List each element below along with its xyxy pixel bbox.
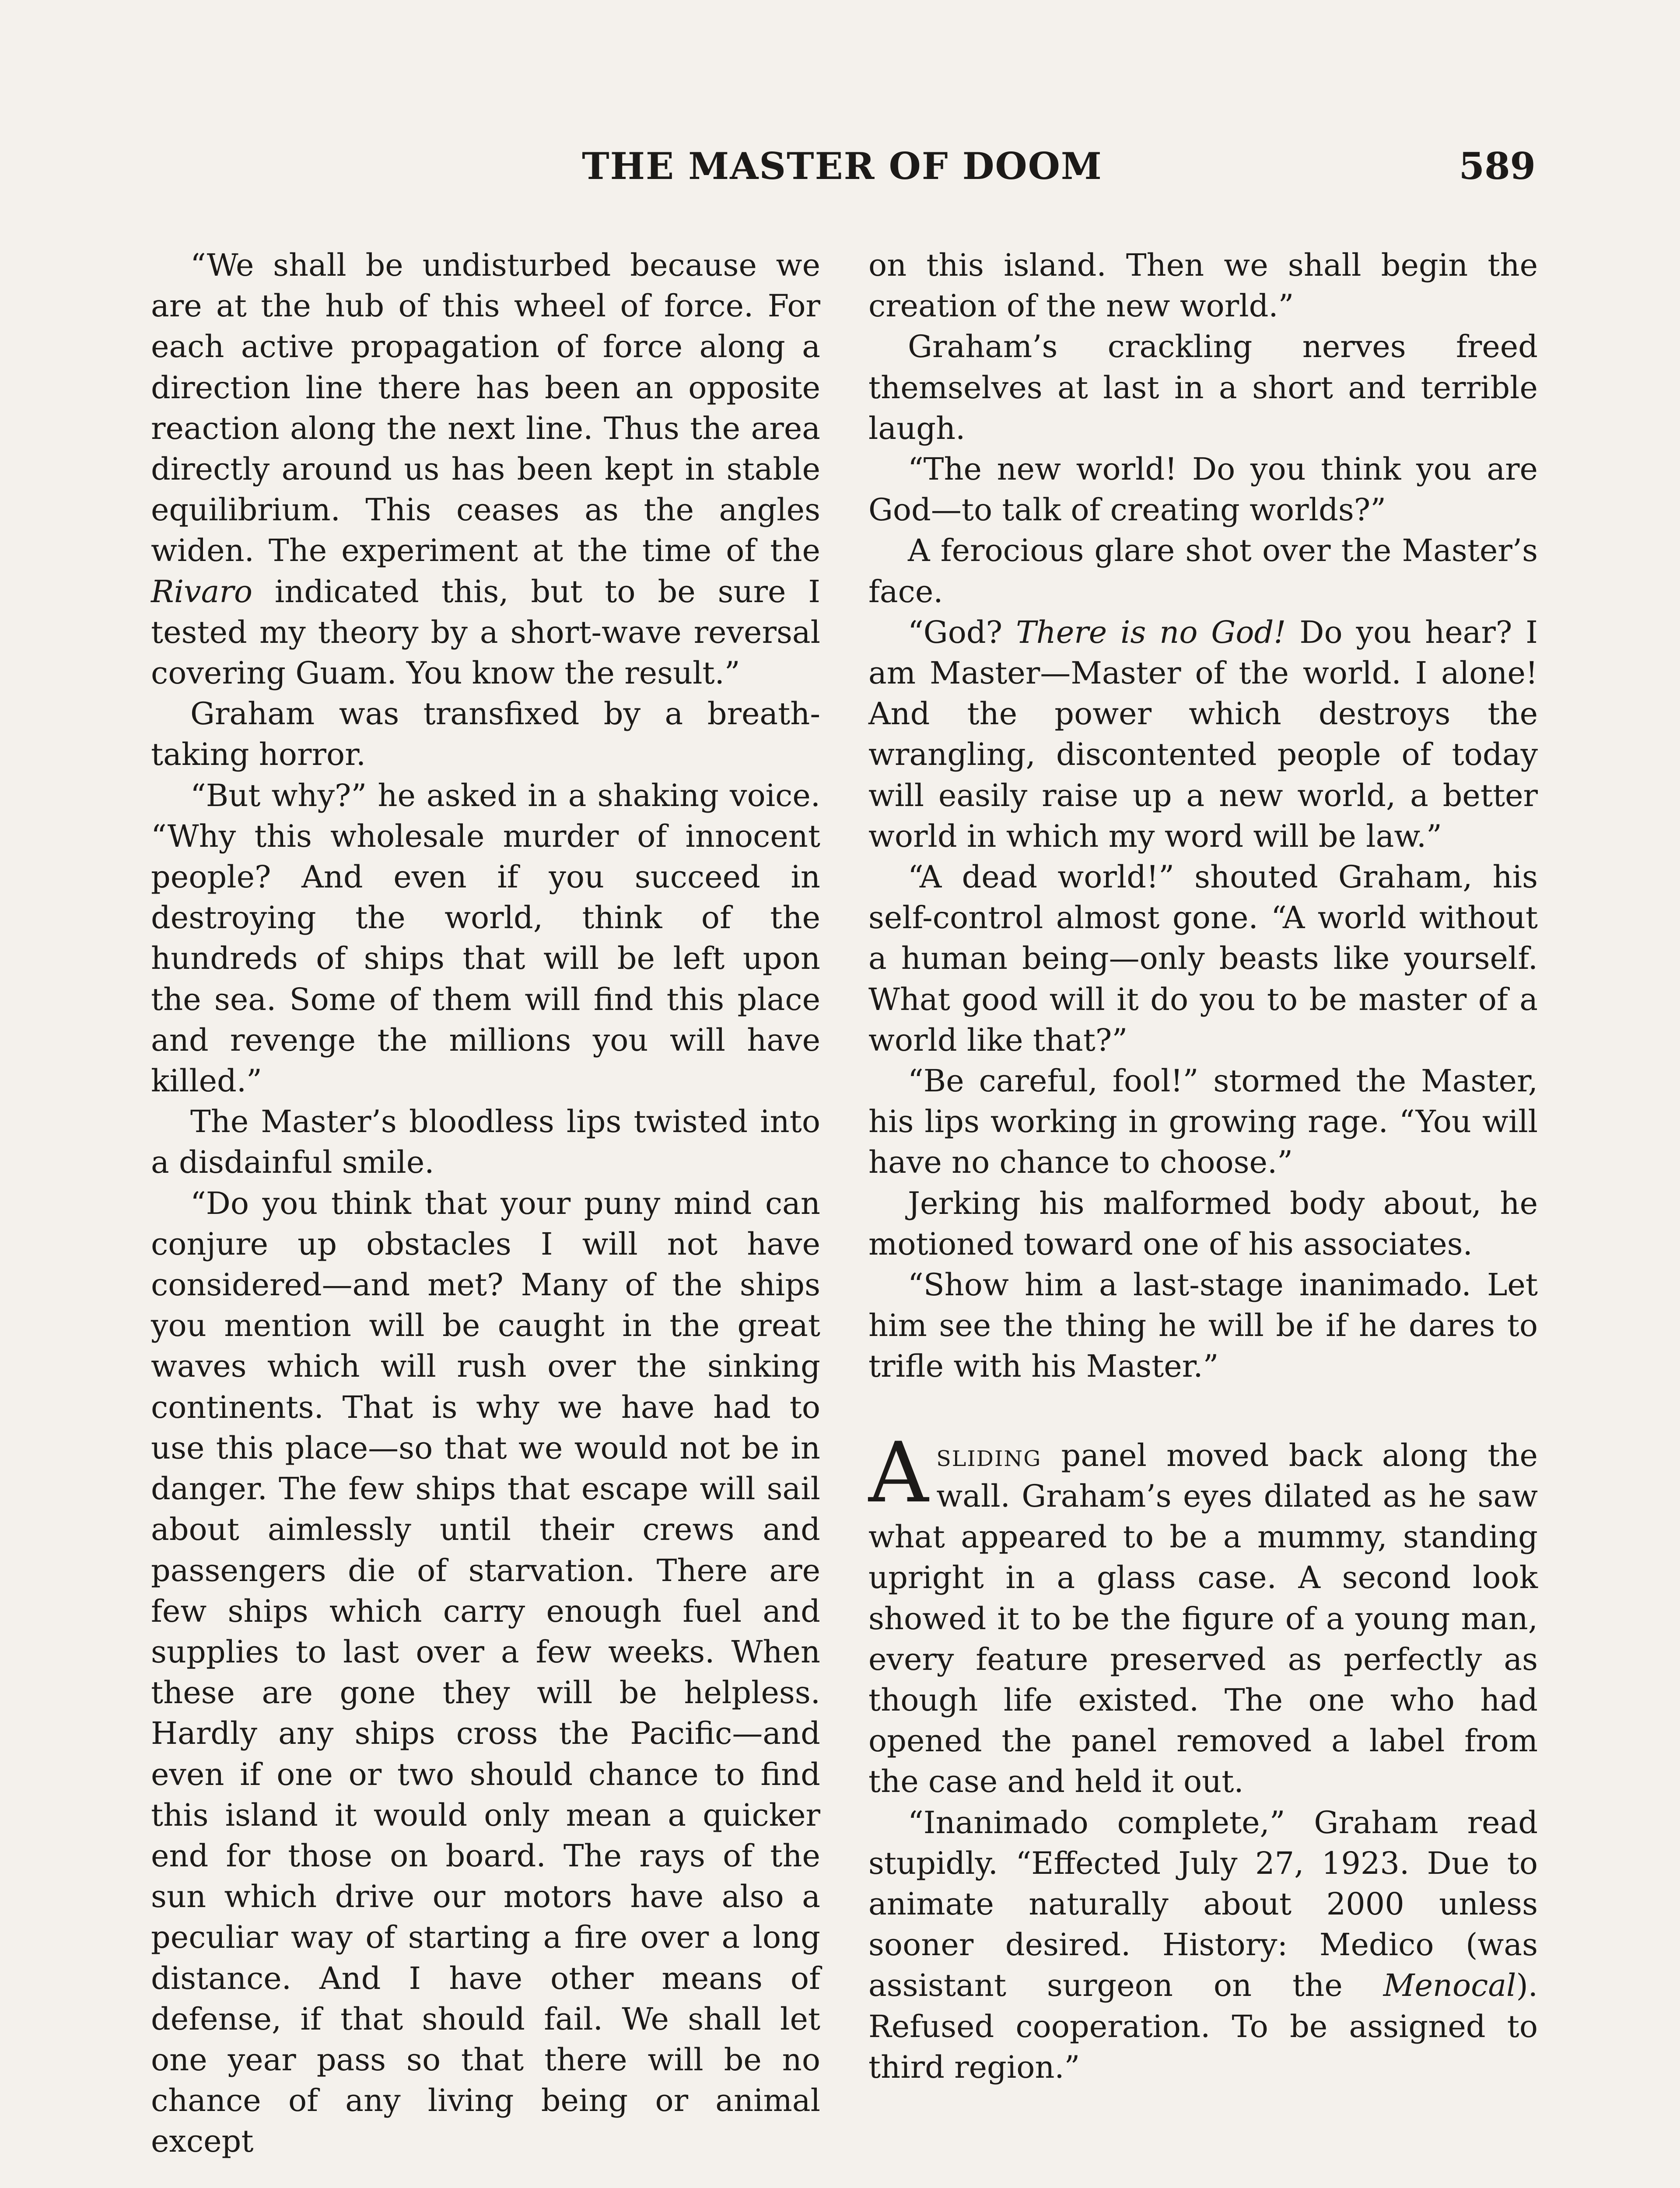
paragraph: “The new world! Do you think you are God—to talk of creating worlds?” (868, 451, 1538, 528)
right-column (868, 245, 1538, 2088)
page-number: 589 (1459, 144, 1536, 188)
paragraph: Graham’s crackling nerves freed themselves at last in a short and terrible laugh. (868, 329, 1538, 446)
paragraph: “But why?” he asked in a shaking voice. “Why this wholesale murder of innocent people? And even if you succeed in destroying the world, think of the hundreds of ships that will be left upon the sea. Some of them will find this place and revenge the millions you will have killed.” (151, 777, 820, 1099)
paragraph: “Be careful, fool!” stormed the Master, his lips working in growing rage. “You will have no chance to choose.” (868, 1063, 1538, 1181)
paragraph-dropcap: Asliding panel moved back along the wall. Graham’s eyes dilated as he saw what appeared to be a mummy, standing upright in a glass case. A second look showed it to be the figure of a young man, every feature preserved as perfectly as though life existed. The one who had opened the panel removed a label from the case and held it out. (868, 1424, 1538, 1800)
left-column (151, 245, 820, 2162)
paragraph: The Master’s bloodless lips twisted into a disdainful smile. (151, 1104, 820, 1181)
paragraph: Jerking his malformed body about, he motioned toward one of his associates. (868, 1185, 1538, 1262)
ship-name: Rivaro (151, 573, 252, 610)
page-header (149, 144, 1536, 201)
paragraph: “Do you think that your puny mind can conjure up obstacles I will not have considered—and met? Many of the ships you mention will be caught in the great waves which will rush over the sinking continents. That is why we have had to use this place—so that we would not be in danger. The few ships that escape will sail about aimlessly until their crews and passengers die of starvation. There are few ships which carry enough fuel and supplies to last over a few weeks. When these are gone they will be helpless. Hardly any ships cross the Pacific—and even if one or two should chance to find this island it would only mean a quicker end for those on board. The rays of the sun which drive our motors have also a peculiar way of starting a fire over a long distance. And I have other means of defense, if that should fail. We shall let one year pass so that there will be no chance of any living being or animal except (151, 1185, 820, 2160)
drop-cap: A (868, 1424, 929, 1521)
paragraph: “Inanimado complete,” Graham read stupidly. “Effected July 27, 1923. Due to animate naturally about 2000 unless sooner desired. History: Medico (was assistant surgeon on the Menocal). Refused cooperation. To be assigned to third region.” (868, 1804, 1538, 2085)
paragraph: Graham was transfixed by a breath-taking horror. (151, 696, 820, 773)
paragraph: “We shall be undisturbed because we are at the hub of this wheel of force. For each active propagation of force along a direction line there has been an opposite reaction along the next line. Thus the area directly around us has been kept in stable equilibrium. This ceases as the angles widen. The experiment at the time of the Rivaro indicated this, but to be sure I tested my theory by a short-wave reversal covering Guam. You know the result.” (151, 247, 820, 691)
paragraph: “A dead world!” shouted Graham, his self-control almost gone. “A world without a human being—only beasts like yourself. What good will it do you to be master of a world like that?” (868, 859, 1538, 1058)
paragraph: “Show him a last-stage inanimado. Let him see the thing he will be if he dares to trifle with his Master.” (868, 1267, 1538, 1385)
paragraph: on this island. Then we shall begin the creation of the new world.” (868, 247, 1538, 324)
italic-phrase: There is no God! (1016, 614, 1286, 650)
ship-name: Menocal (1383, 1967, 1516, 2004)
running-title: THE MASTER OF DOOM (582, 144, 1102, 188)
paragraph: “God? There is no God! Do you hear? I am Master—Master of the world. I alone! And the power which destroys the wrangling, discontented people of today will easily raise up a new world, a better world in which my word will be law.” (868, 614, 1538, 854)
paragraph: A ferocious glare shot over the Master’s face. (868, 533, 1538, 610)
